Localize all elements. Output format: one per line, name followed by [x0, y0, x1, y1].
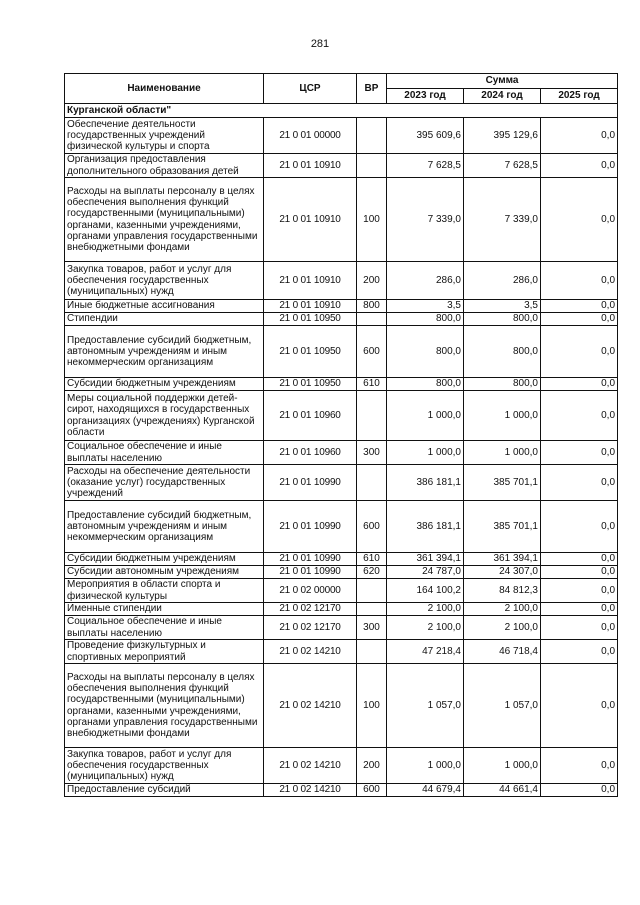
row-sum-2023: 800,0: [387, 313, 464, 326]
row-sum-2025: 0,0: [541, 262, 618, 300]
row-name: Меры социальной поддержки детей-сирот, находящихся в государственных организациях (учреждениях) Курганской области: [65, 391, 264, 441]
header-2025: 2025 год: [541, 89, 618, 104]
row-sum-2025: 0,0: [541, 640, 618, 664]
row-sum-2024: 84 812,3: [464, 579, 541, 603]
table-row: [65, 313, 618, 326]
header-csr: ЦСР: [264, 74, 357, 104]
row-csr: 21 0 02 14210: [264, 748, 357, 784]
row-vr: [357, 154, 387, 178]
row-vr: 600: [357, 501, 387, 553]
row-sum-2023: 47 218,4: [387, 640, 464, 664]
row-vr: 100: [357, 664, 387, 748]
row-sum-2025: 0,0: [541, 603, 618, 616]
row-sum-2023: 164 100,2: [387, 579, 464, 603]
row-name: Социальное обеспечение и иные выплаты населению: [65, 441, 264, 465]
row-sum-2023: 1 000,0: [387, 391, 464, 441]
table-row: [65, 262, 618, 300]
row-name: Расходы на обеспечение деятельности (оказание услуг) государственных учреждений: [65, 465, 264, 501]
row-sum-2023: 1 057,0: [387, 664, 464, 748]
row-name: Расходы на выплаты персоналу в целях обеспечения выполнения функций государственными (муниципальными) органами, казенными учреждениями, органами управления государственными внебюджетными фондами: [65, 664, 264, 748]
row-name: Субсидии бюджетным учреждениям: [65, 378, 264, 391]
row-name: Обеспечение деятельности государственных учреждений физической культуры и спорта: [65, 118, 264, 154]
table-row: [65, 553, 618, 566]
row-sum-2023: 395 609,6: [387, 118, 464, 154]
table-row: [65, 566, 618, 579]
row-sum-2025: 0,0: [541, 501, 618, 553]
row-name: Организация предоставления дополнительного образования детей: [65, 154, 264, 178]
row-name: Субсидии бюджетным учреждениям: [65, 553, 264, 566]
row-sum-2023: 286,0: [387, 262, 464, 300]
row-sum-2025: 0,0: [541, 664, 618, 748]
row-vr: 200: [357, 748, 387, 784]
row-csr: 21 0 01 10990: [264, 553, 357, 566]
table-row: [65, 326, 618, 378]
table-row: [65, 441, 618, 465]
row-vr: 100: [357, 178, 387, 262]
row-name: Расходы на выплаты персоналу в целях обеспечения выполнения функций государственными (муниципальными) органами, казенными учреждениями, органами управления государственными внебюджетными фондами: [65, 178, 264, 262]
row-sum-2024: 3,5: [464, 300, 541, 313]
row-csr: 21 0 02 14210: [264, 784, 357, 797]
row-csr: 21 0 01 10950: [264, 326, 357, 378]
row-csr: 21 0 02 14210: [264, 640, 357, 664]
row-sum-2024: 385 701,1: [464, 501, 541, 553]
row-sum-2025: 0,0: [541, 616, 618, 640]
table-row: [65, 784, 618, 797]
table-row: [65, 154, 618, 178]
row-sum-2024: 800,0: [464, 378, 541, 391]
row-vr: 600: [357, 326, 387, 378]
table-row: [65, 640, 618, 664]
row-sum-2023: 2 100,0: [387, 603, 464, 616]
row-vr: 300: [357, 616, 387, 640]
table-row: [65, 616, 618, 640]
table-header: [65, 74, 618, 104]
row-sum-2025: 0,0: [541, 579, 618, 603]
row-sum-2024: 2 100,0: [464, 603, 541, 616]
row-csr: 21 0 01 10910: [264, 262, 357, 300]
page-number: 281: [310, 38, 330, 50]
table-row: [65, 178, 618, 262]
header-2023: 2023 год: [387, 89, 464, 104]
row-sum-2025: 0,0: [541, 118, 618, 154]
row-vr: [357, 313, 387, 326]
row-sum-2025: 0,0: [541, 441, 618, 465]
header-vr: ВР: [357, 74, 387, 104]
row-sum-2024: 2 100,0: [464, 616, 541, 640]
table-row: [65, 664, 618, 748]
row-csr: 21 0 01 10990: [264, 566, 357, 579]
row-name: Закупка товаров, работ и услуг для обеспечения государственных (муниципальных) нужд: [65, 262, 264, 300]
row-sum-2024: 1 000,0: [464, 441, 541, 465]
row-vr: 800: [357, 300, 387, 313]
row-sum-2024: 7 339,0: [464, 178, 541, 262]
row-csr: 21 0 01 10960: [264, 441, 357, 465]
row-csr: 21 0 01 10910: [264, 178, 357, 262]
row-csr: 21 0 01 10910: [264, 154, 357, 178]
row-sum-2025: 0,0: [541, 178, 618, 262]
row-vr: [357, 579, 387, 603]
row-csr: 21 0 01 10950: [264, 378, 357, 391]
budget-table: [64, 73, 618, 797]
row-vr: 300: [357, 441, 387, 465]
row-sum-2023: 1 000,0: [387, 441, 464, 465]
row-sum-2024: 800,0: [464, 313, 541, 326]
row-sum-2023: 44 679,4: [387, 784, 464, 797]
row-name: Предоставление субсидий бюджетным, автономным учреждениям и иным некоммерческим организациям: [65, 501, 264, 553]
row-sum-2025: 0,0: [541, 566, 618, 579]
row-csr: 21 0 01 00000: [264, 118, 357, 154]
row-sum-2024: 46 718,4: [464, 640, 541, 664]
row-name: Мероприятия в области спорта и физической культуры: [65, 579, 264, 603]
row-sum-2023: 386 181,1: [387, 501, 464, 553]
row-sum-2025: 0,0: [541, 553, 618, 566]
row-vr: [357, 391, 387, 441]
row-sum-2024: 800,0: [464, 326, 541, 378]
row-sum-2023: 361 394,1: [387, 553, 464, 566]
row-csr: 21 0 02 14210: [264, 664, 357, 748]
row-sum-2023: 7 339,0: [387, 178, 464, 262]
row-name: Социальное обеспечение и иные выплаты населению: [65, 616, 264, 640]
table-row: [65, 118, 618, 154]
region-name: Курганской области": [65, 104, 618, 118]
row-sum-2025: 0,0: [541, 313, 618, 326]
row-sum-2024: 1 057,0: [464, 664, 541, 748]
row-sum-2023: 386 181,1: [387, 465, 464, 501]
row-csr: 21 0 01 10960: [264, 391, 357, 441]
row-vr: [357, 118, 387, 154]
row-sum-2025: 0,0: [541, 300, 618, 313]
row-name: Закупка товаров, работ и услуг для обеспечения государственных (муниципальных) нужд: [65, 748, 264, 784]
row-csr: 21 0 02 00000: [264, 579, 357, 603]
row-name: Иные бюджетные ассигнования: [65, 300, 264, 313]
header-2024: 2024 год: [464, 89, 541, 104]
row-sum-2023: 800,0: [387, 378, 464, 391]
row-vr: 200: [357, 262, 387, 300]
row-sum-2024: 395 129,6: [464, 118, 541, 154]
row-sum-2024: 44 661,4: [464, 784, 541, 797]
row-sum-2024: 1 000,0: [464, 748, 541, 784]
row-csr: 21 0 01 10990: [264, 465, 357, 501]
row-name: Предоставление субсидий бюджетным, автономным учреждениям и иным некоммерческим организациям: [65, 326, 264, 378]
row-sum-2025: 0,0: [541, 326, 618, 378]
header-sum: Сумма: [387, 74, 618, 89]
row-vr: [357, 603, 387, 616]
row-sum-2024: 286,0: [464, 262, 541, 300]
row-sum-2023: 2 100,0: [387, 616, 464, 640]
row-name: Стипендии: [65, 313, 264, 326]
row-name: Предоставление субсидий: [65, 784, 264, 797]
row-sum-2024: 1 000,0: [464, 391, 541, 441]
row-sum-2025: 0,0: [541, 784, 618, 797]
row-sum-2025: 0,0: [541, 748, 618, 784]
row-vr: [357, 465, 387, 501]
row-sum-2024: 385 701,1: [464, 465, 541, 501]
row-sum-2025: 0,0: [541, 391, 618, 441]
row-sum-2023: 7 628,5: [387, 154, 464, 178]
row-csr: 21 0 01 10950: [264, 313, 357, 326]
row-name: Именные стипендии: [65, 603, 264, 616]
row-vr: 610: [357, 378, 387, 391]
row-sum-2024: 24 307,0: [464, 566, 541, 579]
table-body: [65, 104, 618, 797]
table-row: [65, 501, 618, 553]
row-vr: 610: [357, 553, 387, 566]
row-sum-2025: 0,0: [541, 154, 618, 178]
table-row: [65, 603, 618, 616]
row-vr: 600: [357, 784, 387, 797]
table-row: [65, 465, 618, 501]
row-csr: 21 0 01 10910: [264, 300, 357, 313]
table-row: [65, 579, 618, 603]
table-row: [65, 391, 618, 441]
table-row: [65, 748, 618, 784]
row-name: Субсидии автономным учреждениям: [65, 566, 264, 579]
row-name: Проведение физкультурных и спортивных мероприятий: [65, 640, 264, 664]
row-sum-2023: 24 787,0: [387, 566, 464, 579]
row-sum-2025: 0,0: [541, 378, 618, 391]
row-sum-2023: 1 000,0: [387, 748, 464, 784]
row-csr: 21 0 02 12170: [264, 603, 357, 616]
row-sum-2025: 0,0: [541, 465, 618, 501]
row-sum-2024: 361 394,1: [464, 553, 541, 566]
row-sum-2023: 800,0: [387, 326, 464, 378]
row-sum-2023: 3,5: [387, 300, 464, 313]
row-sum-2024: 7 628,5: [464, 154, 541, 178]
table-row: [65, 300, 618, 313]
row-vr: [357, 640, 387, 664]
row-csr: 21 0 01 10990: [264, 501, 357, 553]
table-row: [65, 378, 618, 391]
header-name: Наименование: [65, 74, 264, 104]
row-vr: 620: [357, 566, 387, 579]
region-row: [65, 104, 618, 118]
row-csr: 21 0 02 12170: [264, 616, 357, 640]
